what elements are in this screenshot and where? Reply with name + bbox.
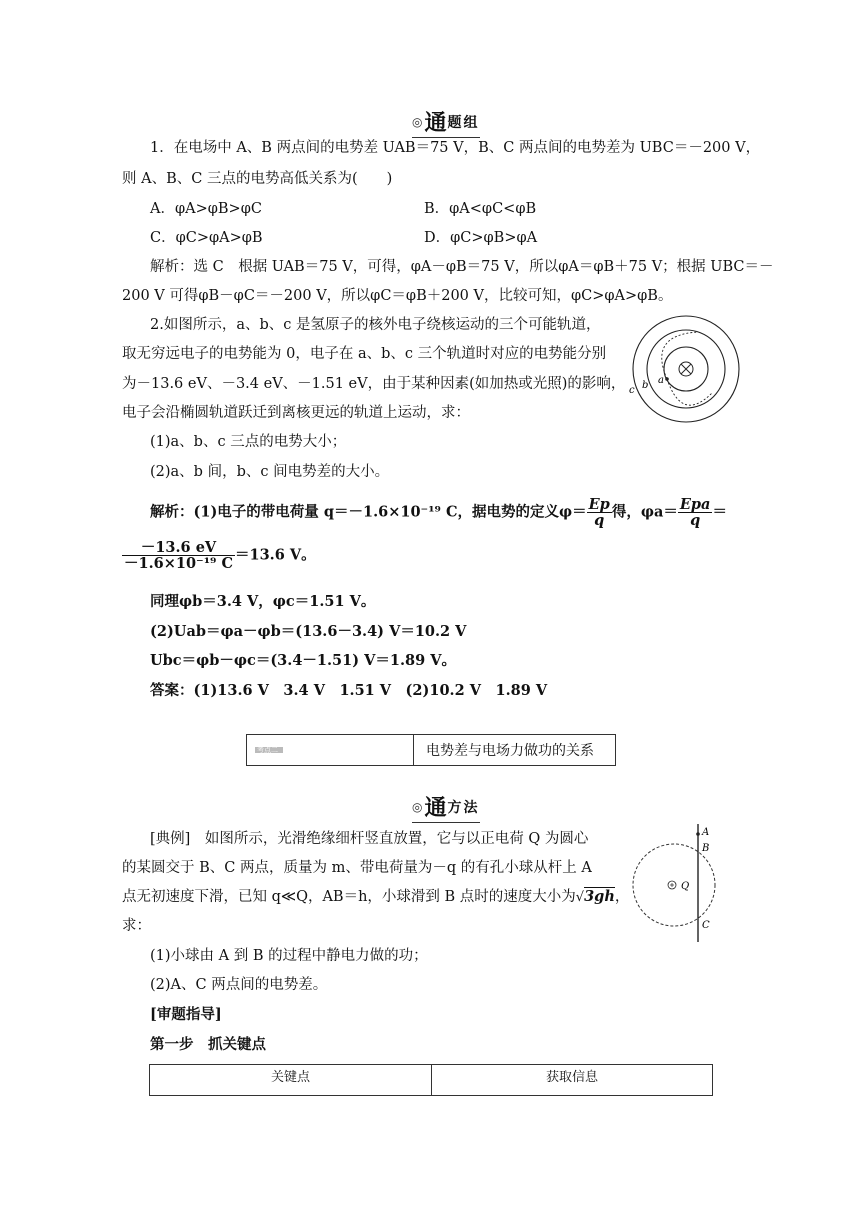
q2-solution-line3: (2)Uab＝φa－φb＝(13.6－3.4) V＝10.2 V <box>150 623 467 640</box>
q1-solution-line1: 解析：选 C 根据 UAB＝75 V，可得，φA－φB＝75 V，所以φA＝φB＋75 V；根据 UBC＝－ <box>150 259 774 275</box>
q2-solution-line4: Ubc＝φb－φc＝(3.4－1.51) V＝1.89 V。 <box>150 652 456 669</box>
section-title-box <box>246 734 616 766</box>
table-header-key: 关键点 <box>150 1065 432 1095</box>
header-mark-icon: ◎ <box>412 799 423 814</box>
fig-label-Q: Q <box>681 881 690 892</box>
header-small-text: 方法 <box>447 799 480 816</box>
example-guide: [审题指导] <box>150 1006 222 1023</box>
rod-circle-figure <box>630 824 730 944</box>
q1-line2: 则 A、B、C 三点的电势高低关系为( ) <box>122 171 393 187</box>
q1-line1: 1．在电场中 A、B 两点间的电势差 UAB＝75 V，B、C 两点间的电势差为 UBC＝－200 V， <box>150 140 761 156</box>
header-small-text: 题组 <box>447 114 480 131</box>
section-title: 电势差与电场力做功的关系 <box>426 743 594 759</box>
table-header-info: 获取信息 <box>545 1070 598 1085</box>
q2-sub1: (1)a、b、c 三点的电势大小； <box>150 434 347 450</box>
q2-solution-line2: 同理φb＝3.4 V，φc＝1.51 V。 <box>150 593 376 610</box>
example-step: 第一步 抓关键点 <box>150 1036 266 1053</box>
orbit-label-a: a <box>658 375 664 386</box>
section-header-tongtizu <box>412 106 480 137</box>
q2-line4: 电子会沿椭圆轨道跃迁到离核更远的轨道上运动，求： <box>122 405 470 421</box>
q2-line2: 取无穷远电子的电势能为 0，电子在 a、b、c 三个轨道时对应的电势能分别 <box>122 346 607 362</box>
fig-label-B: B <box>702 843 710 854</box>
q2-sub2: (2)a、b 间，b、c 间电势差的大小。 <box>150 464 390 480</box>
q2-line1: 2.如图所示，a、b、c 是氢原子的核外电子绕核运动的三个可能轨道， <box>150 317 601 333</box>
q1-option-d: D．φC>φB>φA <box>424 230 538 246</box>
header-big-char: 通 <box>424 796 446 821</box>
example-line2: 的某圆交于 B、C 两点，质量为 m、带电荷量为－q 的有孔小球从杆上 A <box>122 860 592 876</box>
orbit-figure <box>628 313 744 429</box>
q2-solution-line1: 解析：(1)电子的带电荷量 q＝－1.6×10⁻¹⁹ C，据电势的定义φ＝ $\frac{Ep}{q}$ 得，φa＝ $\frac{\text{Epa}}{q}$ ＝ <box>150 496 727 529</box>
q2-answer: 答案：(1)13.6 V 3.4 V 1.51 V (2)10.2 V 1.89 V <box>150 682 548 699</box>
q1-option-b: B．φA<φC<φB <box>424 201 537 217</box>
q1-option-c: C．φC>φA>φB <box>150 230 263 246</box>
header-mark-icon: ◎ <box>412 114 423 129</box>
fig-label-C: C <box>702 920 710 931</box>
fig-label-A: A <box>702 827 710 838</box>
example-sub2: (2)A、C 两点间的电势差。 <box>150 977 328 993</box>
header-big-char: 通 <box>424 111 446 136</box>
example-line3: 点无初速度下滑，已知 q≪Q，AB＝h，小球滑到 B 点时的速度大小为√3gh， <box>122 888 630 905</box>
q1-option-a: A．φA>φB>φC <box>150 201 262 217</box>
example-sub1: (1)小球由 A 到 B 的过程中静电力做的功； <box>150 948 428 964</box>
key-points-table <box>149 1064 713 1096</box>
q2-solution-fraction-line: $\frac{-13.6 eV}{\text{－1.6×10⁻¹⁹ C}}$ ＝13.6 V。 <box>124 539 316 572</box>
example-line4: 求： <box>122 918 151 934</box>
section-tag: 考点二 <box>255 747 283 753</box>
orbit-label-b: b <box>642 380 649 391</box>
q1-solution-line2: 200 V 可得φB－φC＝－200 V，所以φC＝φB＋200 V，比较可知，φC>φA>φB。 <box>122 288 673 304</box>
example-line1: [典例] 如图所示，光滑绝缘细杆竖直放置，它与以正电荷 Q 为圆心 <box>150 831 589 847</box>
section-header-tongfangfa <box>412 791 480 822</box>
q2-line3: 为－13.6 eV、－3.4 eV、－1.51 eV，由于某种因素(如加热或光照)的影响， <box>122 376 626 392</box>
orbit-label-c: c <box>629 385 635 396</box>
